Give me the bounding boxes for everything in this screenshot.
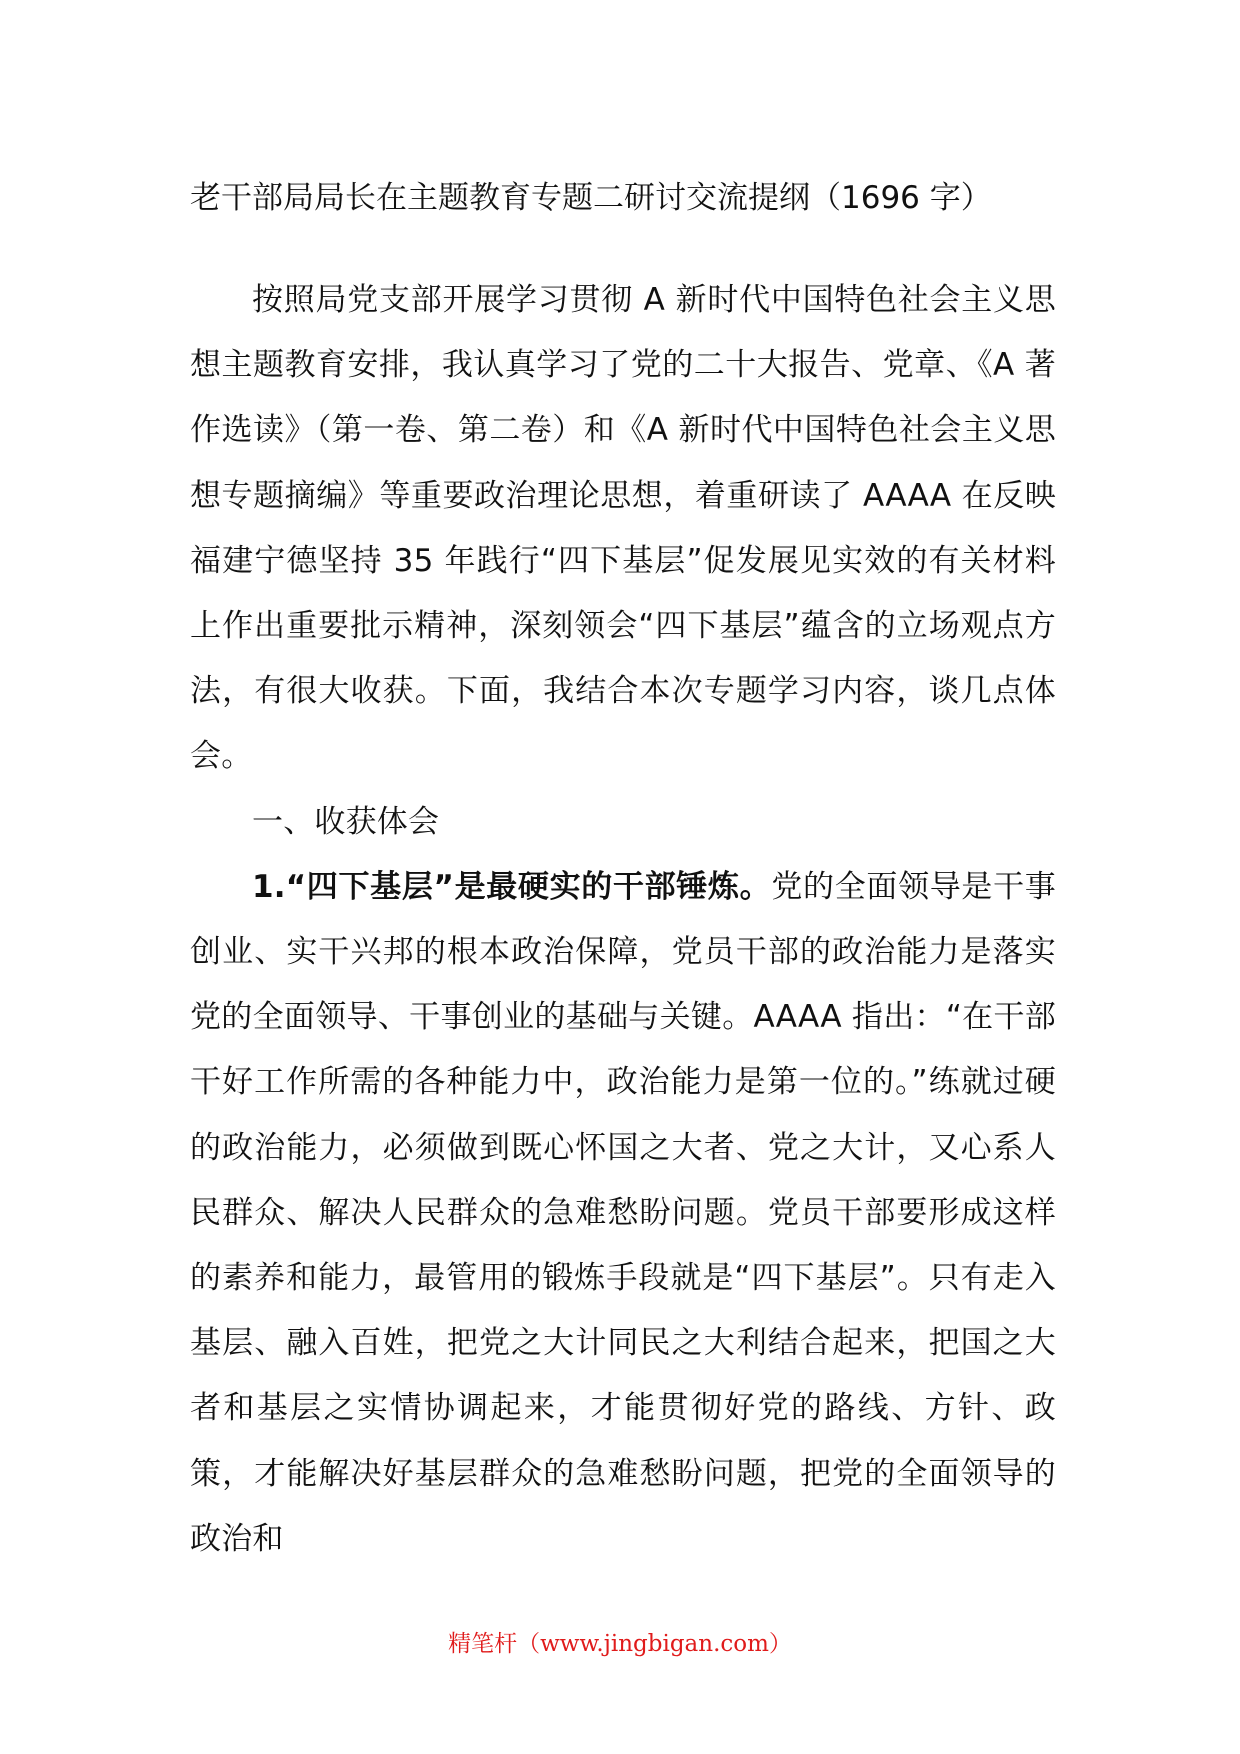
document-body <box>190 268 1056 1572</box>
point-1-lead: 1.“四下基层”是最硬实的干部锤炼。 <box>252 868 772 905</box>
document-title: 老干部局局长在主题教育专题二研讨交流提纲（1696 字） <box>190 180 992 216</box>
footer-watermark: 精笔杆（www.jingbigan.com） <box>448 1631 792 1657</box>
point-1-paragraph <box>190 855 1056 1572</box>
section-heading: 一、收获体会 <box>252 803 440 840</box>
point-1-body: 党的全面领导是干事创业、实干兴邦的根本政治保障，党员干部的政治能力是落实党的全面领导、干事创业的基础与关键。AAAA 指出：“在干部干好工作所需的各种能力中，政治能力是第一位的。”练就过硬的政治能力，必须做到既心怀国之大者、党之大计，又心系人民群众、解决人民群众的急难愁盼问题。党员干部要形成这样的素养和能力，最管用的锻炼手段就是“四下基层”。只有走入基层、融入百姓，把党之大计同民之大利结合起来，把国之大者和基层之实情协调起来，才能贯彻好党的路线、方针、政策，才能解决好基层群众的急难愁盼问题，把党的全面领导的政治和 <box>190 868 1056 1557</box>
intro-paragraph: 按照局党支部开展学习贯彻 A 新时代中国特色社会主义思想主题教育安排，我认真学习了党的二十大报告、党章、《A 著作选读》（第一卷、第二卷）和《A 新时代中国特色社会主义思想专题摘编》等重要政治理论思想，着重研读了 AAAA 在反映福建宁德坚持 35 年践行“四下基层”促发展见实效的有关材料上作出重要批示精神，深刻领会“四下基层”蕴含的立场观点方法，有很大收获。下面，我结合本次专题学习内容，谈几点体会。 <box>190 282 1056 775</box>
